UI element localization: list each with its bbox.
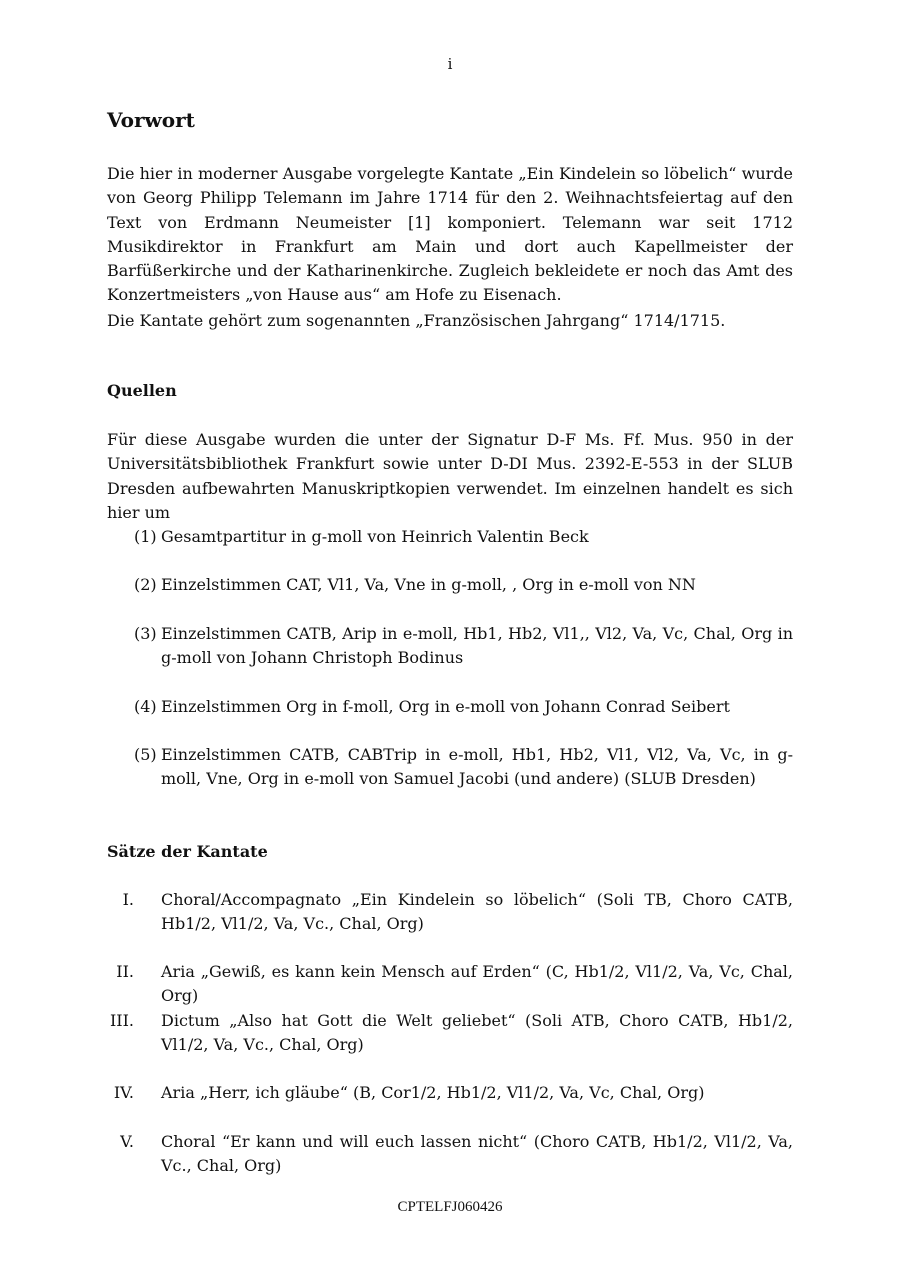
list-item-number: (3): [134, 624, 157, 643]
intro-paragraph-2: Die Kantate gehört zum sogenannten „Französischen Jahrgang“ 1714/1715.: [107, 311, 726, 330]
list-item: [107, 695, 793, 719]
list-item-text: Dictum „Also hat Gott die Welt geliebet“ (Soli ATB, Choro CATB, Hb1/2, Vl1/2, Va, Vc., Chal, Org): [161, 1011, 793, 1055]
list-item-text: Aria „Gewiß, es kann kein Mensch auf Erden“ (C, Hb1/2, Vl1/2, Va, Vc, Chal, Org): [161, 962, 793, 1006]
footer-code: CPTELFJ060426: [397, 1199, 503, 1215]
list-item-text: Choral “Er kann und will euch lassen nicht“ (Choro CATB, Hb1/2, Vl1/2, Va, Vc., Chal, Org): [161, 1132, 793, 1176]
movements-heading: Sätze der Kantate: [107, 842, 268, 861]
list-item: [107, 1081, 793, 1105]
list-item-number: (5): [134, 745, 157, 764]
list-item-number: V.: [120, 1132, 134, 1151]
list-item: [107, 960, 793, 1009]
list-item-text: Einzelstimmen CATB, Arip in e-moll, Hb1, Hb2, Vl1,, Vl2, Va, Vc, Chal, Org in g-moll von Johann Christoph Bodinus: [161, 624, 793, 668]
list-item-number: (1): [134, 527, 157, 546]
list-item-number: III.: [109, 1011, 134, 1030]
list-item-text: Einzelstimmen Org in f-moll, Org in e-moll von Johann Conrad Seibert: [161, 697, 730, 716]
page-number: i: [447, 55, 453, 73]
list-item-number: I.: [122, 890, 134, 909]
list-item-text: Einzelstimmen CAT, Vl1, Va, Vne in g-moll, , Org in e-moll von NN: [161, 575, 696, 594]
list-item: [107, 888, 793, 937]
list-item: [107, 743, 793, 792]
list-item: [107, 1009, 793, 1058]
list-item: [107, 525, 793, 549]
list-item-number: II.: [116, 962, 134, 981]
intro-paragraph-1: Die hier in moderner Ausgabe vorgelegte Kantate „Ein Kindelein so löbelich“ wurde von Georg Philipp Telemann im Jahre 1714 für den 2. Weihnachtsfeiertag auf den Text von Erdmann Neumeister [1] komponiert. Telemann war seit 1712 Musikdirektor in Frankfurt am Main und dort auch Kapellmeister der Barfüßerkirche und der Katharinenkirche. Zugleich bekleidete er noch das Amt des Konzertmeisters „von Hause aus“ am Hofe zu Eisenach.: [107, 164, 793, 305]
list-item-text: Einzelstimmen CATB, CABTrip in e-moll, Hb1, Hb2, Vl1, Vl2, Va, Vc, in g-moll, Vne, Org in e-moll von Samuel Jacobi (und andere) (SLUB Dresden): [161, 745, 793, 789]
list-item-number: (2): [134, 575, 157, 594]
list-item: [107, 622, 793, 671]
sources-intro: Für diese Ausgabe wurden die unter der Signatur D-F Ms. Ff. Mus. 950 in der Universitätsbibliothek Frankfurt sowie unter D-DI Mus. 2392-E-553 in der SLUB Dresden aufbewahrten Manuskriptkopien verwendet. Im einzelnen handelt es sich hier um: [107, 430, 793, 522]
list-item-number: (4): [134, 697, 157, 716]
list-item-text: Gesamtpartitur in g-moll von Heinrich Valentin Beck: [161, 527, 589, 546]
page-title: Vorwort: [107, 108, 195, 132]
list-item-text: Aria „Herr, ich gläube“ (B, Cor1/2, Hb1/2, Vl1/2, Va, Vc, Chal, Org): [161, 1083, 705, 1102]
sources-heading: Quellen: [107, 381, 177, 400]
list-item-number: IV.: [113, 1083, 134, 1102]
list-item: [107, 1130, 793, 1179]
list-item: [107, 573, 793, 597]
list-item-text: Choral/Accompagnato „Ein Kindelein so löbelich“ (Soli TB, Choro CATB, Hb1/2, Vl1/2, Va, Vc., Chal, Org): [161, 890, 793, 934]
